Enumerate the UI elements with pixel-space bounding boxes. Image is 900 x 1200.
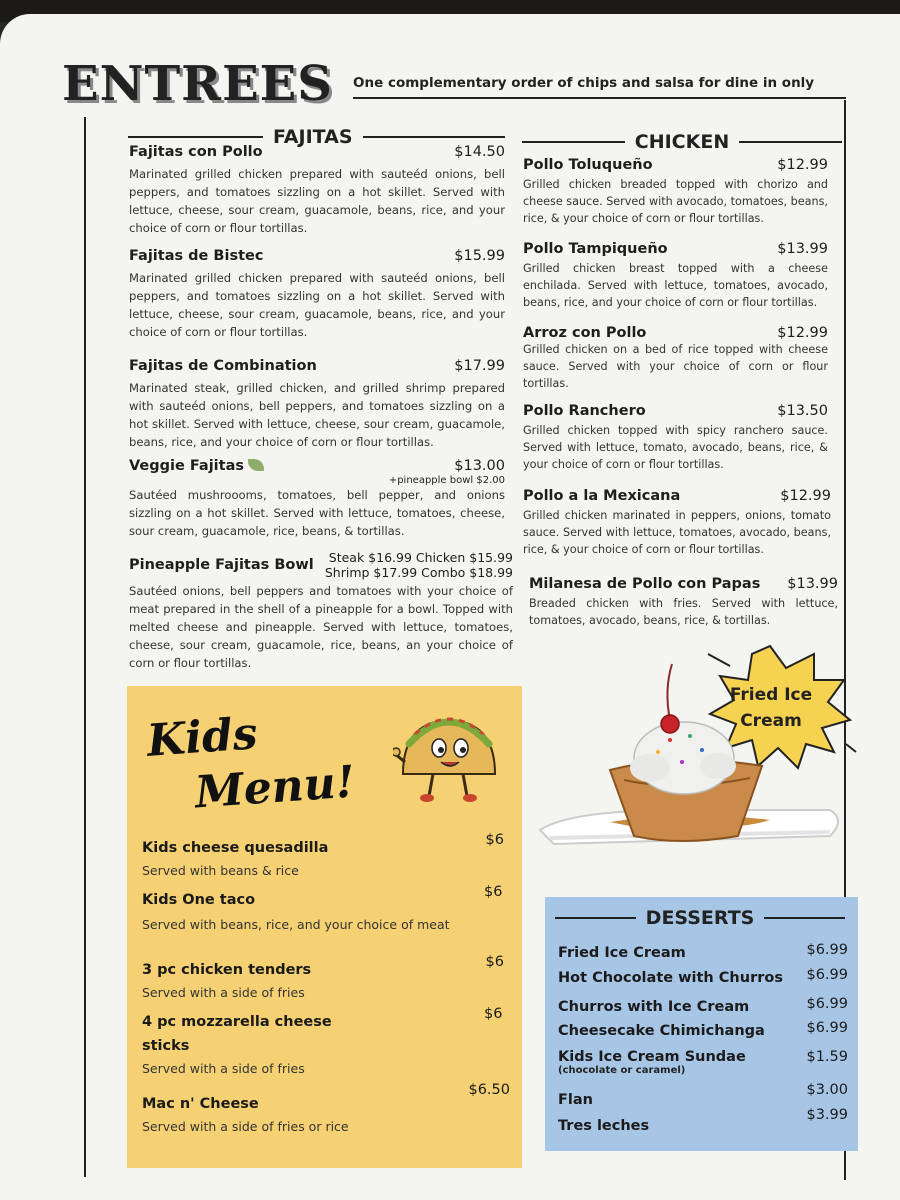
item-price: $12.99 xyxy=(777,157,828,173)
item-price: $6.99 xyxy=(806,942,848,958)
item-description: Breaded chicken with fries. Served with lettuce, tomatoes, avocado, beans, rice, & tortillas. xyxy=(529,597,838,627)
menu-item xyxy=(523,325,828,392)
dessert-item xyxy=(558,1107,848,1134)
header-rule xyxy=(353,97,846,99)
item-name: Mac n' Cheese xyxy=(142,1096,259,1112)
item-name: 3 pc chicken tenders xyxy=(142,962,312,978)
heading-rule xyxy=(764,917,845,919)
item-price: $13.00 xyxy=(454,458,505,474)
item-description: Served with a side of fries xyxy=(142,1061,305,1076)
chips-salsa-note: One complementary order of chips and salsa for dine in only xyxy=(353,75,815,91)
item-description: Grilled chicken on a bed of rice topped with cheese sauce. Served with your choice of corn or flour tortillas. xyxy=(523,343,828,390)
menu-item xyxy=(129,458,505,540)
menu-item xyxy=(129,144,505,237)
veggie-fajitas-name: Veggie Fajitas xyxy=(129,458,245,474)
item-price: $6.99 xyxy=(806,967,848,983)
entrees-title: ENTREES xyxy=(62,56,333,112)
menu-page xyxy=(0,14,900,1200)
item-name: Kids Ice Cream Sundae xyxy=(558,1049,746,1065)
item-name: Flan xyxy=(558,1092,593,1108)
item-description: Grilled chicken marinated in peppers, onions, tomato sauce. Served with lettuce, tomatoes, avocado, beans, rice, & your choice of corn or flour tortillas. xyxy=(523,509,831,556)
pineapple-bowl-note: +pineapple bowl $2.00 xyxy=(388,475,505,486)
item-price: $17.99 xyxy=(454,358,505,374)
kids-title-line1: Kids xyxy=(145,708,260,767)
item-price: $6.50 xyxy=(468,1082,510,1098)
item-name: Cheesecake Chimichanga xyxy=(558,1023,765,1039)
item-name: Pollo a la Mexicana xyxy=(523,488,681,504)
item-price: $12.99 xyxy=(777,325,828,341)
menu-item xyxy=(523,241,828,311)
item-price: $6.99 xyxy=(806,996,848,1012)
menu-item xyxy=(523,488,831,558)
dessert-item xyxy=(558,996,848,1015)
kids-menu-item xyxy=(142,1082,510,1138)
kids-menu-item xyxy=(142,954,504,1004)
heading-rule xyxy=(739,141,842,143)
item-name: Hot Chocolate with Churros xyxy=(558,970,783,986)
item-price: $15.99 xyxy=(454,248,505,264)
item-name: Pineapple Fajitas Bowl xyxy=(129,557,314,573)
item-price: $6 xyxy=(484,884,503,900)
item-description: Served with beans & rice xyxy=(142,863,299,878)
fried-ice-cream-badge xyxy=(716,682,826,734)
item-name: Fajitas de Bistec xyxy=(129,248,264,264)
badge-line: Fried Ice xyxy=(729,685,813,705)
kids-menu-panel xyxy=(127,686,522,1168)
item-name: Fajitas con Pollo xyxy=(129,144,263,160)
heading-rule xyxy=(555,917,636,919)
leaf-icon xyxy=(248,459,264,471)
heading-rule xyxy=(522,141,625,143)
item-price: $13.99 xyxy=(777,241,828,257)
menu-item xyxy=(129,550,513,672)
item-name: Tres leches xyxy=(558,1118,650,1134)
item-description: Marinated grilled chicken prepared with sauteéd onions, bell peppers, and tomatoes sizzling on a hot skillet. Served with lettuce, cheese, sour cream, guacamole, beans, rice, and your choice of corn or flour tortillas. xyxy=(129,271,505,339)
item-description: Served with beans, rice, and your choice of meat xyxy=(142,917,450,932)
item-name: Fajitas de Combination xyxy=(129,358,317,374)
chicken-heading-text: CHICKEN xyxy=(634,131,730,153)
item-name: Pollo Toluqueño xyxy=(523,157,653,173)
kids-menu-item xyxy=(142,832,504,882)
item-price: $6 xyxy=(484,1006,503,1022)
item-name: Kids One taco xyxy=(142,892,256,908)
item-price: $6 xyxy=(485,954,504,970)
item-description: Served with a side of fries or rice xyxy=(142,1119,349,1134)
item-description: Grilled chicken breaded topped with chorizo and cheese sauce. Served with avocado, tomatoes, beans, rice, & your choice of corn or flour tortillas. xyxy=(523,178,828,225)
menu-item xyxy=(523,403,828,473)
item-description: Sautéed mushroooms, tomatoes, bell pepper, and onions sizzling on a hot skillet. Served with lettuce, tomatoes, cheese, sour cream, guacamole, rice, beans, & tortillas. xyxy=(129,488,505,538)
menu-item xyxy=(129,248,505,341)
menu-item xyxy=(129,358,505,451)
item-description: Served with a side of fries xyxy=(142,985,305,1000)
kids-menu-item xyxy=(142,884,503,938)
taco-mascot-icon xyxy=(393,704,505,804)
desserts-panel xyxy=(545,897,858,1151)
fajitas-heading-text: FAJITAS xyxy=(273,126,353,148)
item-name: Kids cheese quesadilla xyxy=(142,840,329,856)
item-name: Fried Ice Cream xyxy=(558,945,686,961)
kids-menu-item xyxy=(142,1006,503,1080)
dessert-item xyxy=(558,1082,848,1108)
item-name: Arroz con Pollo xyxy=(523,325,647,341)
dessert-item xyxy=(558,1020,848,1039)
item-name: Milanesa de Pollo con Papas xyxy=(529,576,761,592)
item-name: Churros with Ice Cream xyxy=(558,999,750,1015)
item-name: Pollo Tampiqueño xyxy=(523,241,668,257)
dessert-item xyxy=(558,1046,848,1076)
menu-item xyxy=(523,157,828,227)
desserts-heading-text: DESSERTS xyxy=(645,907,755,929)
dessert-item xyxy=(558,967,848,986)
item-description: Sautéed onions, bell peppers and tomatoes with your choice of meat prepared in the shell of a pineapple for a bowl. Topped with melted cheese and pineapple. Served with lettuce, tomatoes, cheese, sour cream, guacamole, rice, beans, an your choice of corn or flour tortillas. xyxy=(129,584,513,670)
item-price: $1.59 xyxy=(806,1049,848,1065)
frame-left-border xyxy=(84,117,86,1177)
badge-line: Cream xyxy=(740,711,802,731)
kids-title-line2: Menu! xyxy=(193,756,357,819)
item-name: 4 pc mozzarella cheese sticks xyxy=(142,1014,332,1054)
item-name: Pollo Ranchero xyxy=(523,403,646,419)
item-note: (chocolate or caramel) xyxy=(558,1065,686,1076)
heading-rule xyxy=(128,136,263,138)
price-line: Steak $16.99 Chicken $15.99 xyxy=(328,550,513,565)
item-price: $6.99 xyxy=(806,1020,848,1036)
item-price: $14.50 xyxy=(454,144,505,160)
chicken-heading xyxy=(522,131,842,153)
item-name xyxy=(129,458,264,474)
item-price: $13.50 xyxy=(777,403,828,419)
item-price xyxy=(325,550,513,580)
heading-rule xyxy=(363,136,505,138)
dessert-item xyxy=(558,942,848,961)
item-description: Marinated steak, grilled chicken, and grilled shrimp prepared with sauteéd onions, bell peppers, and tomatoes sizzling on a hot skillet. Served with lettuce, cheese, sour cream, guacamole, beans, rice, and your choice of corn or flour tortillas. xyxy=(129,381,505,449)
item-price: $12.99 xyxy=(780,488,831,504)
item-description: Grilled chicken breast topped with a cheese enchilada. Served with lettuce, tomatoes, avocado, beans, rice, and your choice of corn or flour tortillas. xyxy=(523,262,828,309)
item-price: $3.99 xyxy=(806,1107,848,1123)
item-description: Grilled chicken topped with spicy ranchero sauce. Served with lettuce, tomato, avocado, beans, rice, & your choice of corn or flour tortillas. xyxy=(523,424,828,471)
fried-ice-cream-illustration xyxy=(530,640,860,870)
item-price: $3.00 xyxy=(806,1082,848,1098)
price-line: Shrimp $17.99 Combo $18.99 xyxy=(324,565,513,580)
item-price: $13.99 xyxy=(787,576,838,592)
desserts-heading xyxy=(555,907,845,929)
item-description: Marinated grilled chicken prepared with sauteéd onions, bell peppers, and tomatoes sizzling on a hot skillet. Served with lettuce, cheese, sour cream, guacamole, beans, rice, and your choice of corn or flour tortillas. xyxy=(129,167,505,235)
menu-item xyxy=(529,576,838,629)
item-price: $6 xyxy=(485,832,504,848)
